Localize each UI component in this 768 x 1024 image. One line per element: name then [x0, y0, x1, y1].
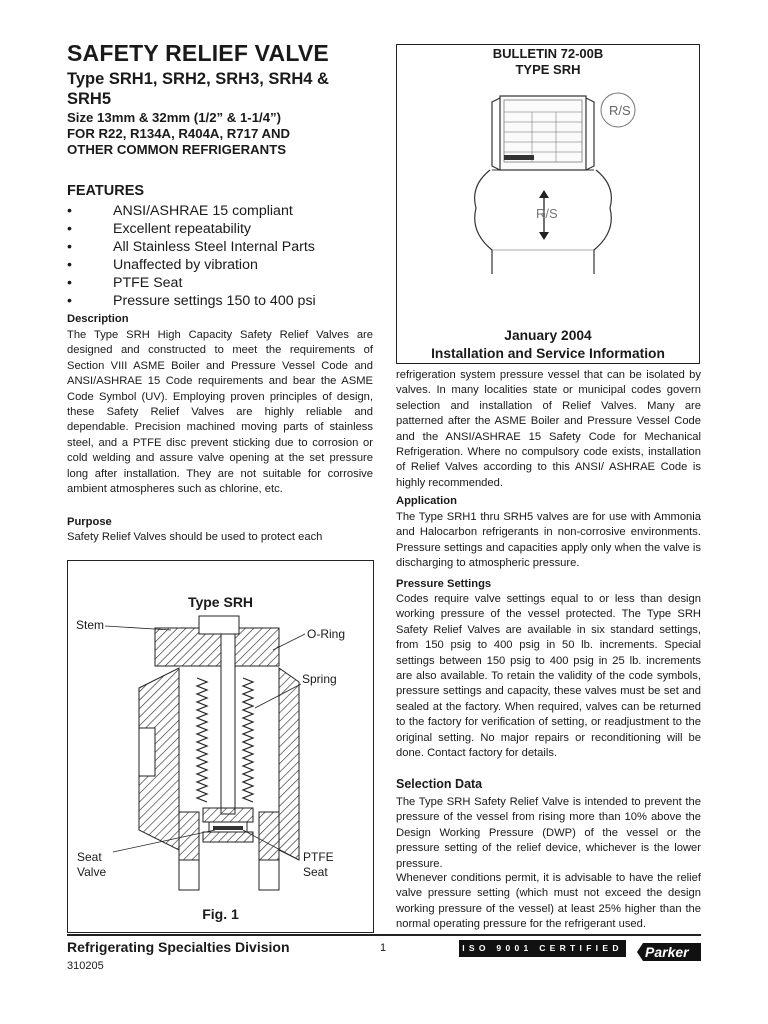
- label-spring: Spring: [302, 672, 337, 686]
- bullet-icon: •: [67, 257, 72, 273]
- selection-data-heading: Selection Data: [396, 777, 483, 791]
- label-seat-valve: Seat Valve: [77, 850, 107, 879]
- description-text: The Type SRH High Capacity Safety Relief Valves are designed and constructed to meet the requirements of Section VIII ASME Boiler and Pressure Vessel Code and ANSI/ASHRAE 15 Code requirements and bear the ASME Code Symbol (UV). Employing proven principles of design, these Safety Relief Valves are highly reliable and dependable. Precision machined moving parts of stainless steel, and a PTFE disc prevent sticking due to corrosion or cold welding and assure valve opening at the set pressure long after installation. They are not suitable for corrosive ambient atmospheres such as chlorine, etc.: [67, 329, 373, 496]
- description-heading: Description: [67, 313, 129, 325]
- features-list: [67, 202, 316, 310]
- svg-text:R/S: R/S: [536, 206, 558, 221]
- pressure-settings-text: Codes require valve settings equal to or less than design working pressure of the vessel protected. The Type SRH Safety Relief Valves are available in six standard settings, from 150 psig to 400 psig in 50 lb. increments. Special settings between 150 psig to 400 psig in 25 lb. increments are also available. To retain the validity of the code symbols, pressure settings and capacity, these valves must be set and sealed at the factory. When required, valves can be returned to the factory for verification of setting, or readjustment to the original setting. No major repairs or reconditioning will be done. Contact factory for details.: [396, 593, 701, 760]
- iso-certified-badge: ISO 9001 CERTIFIED: [459, 940, 626, 957]
- footer-division: Refrigerating Specialties Division: [67, 939, 290, 955]
- figure-caption: Fig. 1: [202, 906, 239, 922]
- bulletin-info: Installation and Service Information: [431, 346, 665, 361]
- features-heading: FEATURES: [67, 183, 145, 199]
- bullet-icon: •: [67, 275, 72, 291]
- page-title: SAFETY RELIEF VALVE: [67, 40, 329, 66]
- bullet-icon: •: [67, 221, 72, 237]
- feature-item: • ANSI/ASHRAE 15 compliant: [67, 203, 293, 219]
- bulletin-title: [396, 46, 700, 78]
- feature-item: • Excellent repeatability: [67, 221, 252, 237]
- feature-item: • Unaffected by vibration: [67, 257, 258, 273]
- feature-item: • All Stainless Steel Internal Parts: [67, 239, 315, 255]
- size-line: Size 13mm & 32mm (1/2” & 1-1/4”): [67, 110, 282, 125]
- bulletin-number: BULLETIN 72-00B: [492, 46, 604, 61]
- valve-product-image: [452, 86, 652, 276]
- purpose-heading: Purpose: [67, 516, 112, 528]
- application-text: The Type SRH1 thru SRH5 valves are for use with Ammonia and Halocarbon refrigerants in non-corrosive environments. Pressure settings and capacities apply only when the valve is discharging to atmospheric pressure.: [396, 511, 701, 570]
- feature-item: • PTFE Seat: [67, 275, 183, 291]
- selection-data-text-2: Whenever conditions permit, it is advisable to have the relief valve pressure setting (which must not exceed the design working pressure of the vessel) at least 25% higher than the normal operating pressure for the refrigerant used.: [396, 872, 701, 931]
- feature-item: • Pressure settings 150 to 400 psi: [67, 293, 316, 309]
- label-ptfe-seat: PTFE Seat: [303, 850, 334, 879]
- figure-title: Type SRH: [187, 594, 254, 610]
- selection-data-text-1: The Type SRH Safety Relief Valve is intended to prevent the pressure of the vessel from rising more than 10% above the Design Working Pressure (DWP) of the vessel or the pressure setting of the relief device, whichever is the lower pressure.: [396, 796, 701, 870]
- bulletin-type: TYPE SRH: [515, 62, 581, 77]
- bullet-icon: •: [67, 203, 72, 219]
- purpose-continued-text: refrigeration system pressure vessel that can be isolated by valves. In many localities state or municipal codes govern selection and installation of Relief Valves. Many are patterned after the ASME Boiler and Pressure Vessel Code and the ANSI/ASHRAE 15 Safety Code for Mechanical Refrigeration. Where no compulsory code exists, installation of Relief Valves according to this ANSI/ ASHRAE Code is highly recommended.: [396, 369, 701, 489]
- pressure-settings-heading: Pressure Settings: [396, 578, 492, 590]
- bullet-icon: •: [67, 293, 72, 309]
- size-and-refrigerants: [67, 110, 367, 158]
- rs-logo: R/S: [609, 103, 631, 118]
- product-types: Type SRH1, SRH2, SRH3, SRH4 & SRH5: [67, 70, 329, 108]
- parker-logo-text: Parker: [645, 944, 689, 960]
- label-o-ring: O-Ring: [307, 627, 346, 641]
- refrigerant-line-2: OTHER COMMON REFRIGERANTS: [67, 142, 287, 157]
- bulletin-date: January 2004: [504, 328, 592, 343]
- footer-rule: [67, 934, 701, 936]
- purpose-text: Safety Relief Valves should be used to protect each: [67, 531, 323, 543]
- refrigerant-line-1: FOR R22, R134A, R404A, R717 AND: [67, 126, 291, 141]
- footer-document-code: 310205: [67, 960, 104, 972]
- page-number: 1: [380, 942, 387, 954]
- bullet-icon: •: [67, 239, 72, 255]
- application-heading: Application: [396, 495, 457, 507]
- label-stem: Stem: [76, 618, 105, 632]
- bulletin-date-block: [396, 327, 700, 363]
- parker-logo: [631, 940, 701, 964]
